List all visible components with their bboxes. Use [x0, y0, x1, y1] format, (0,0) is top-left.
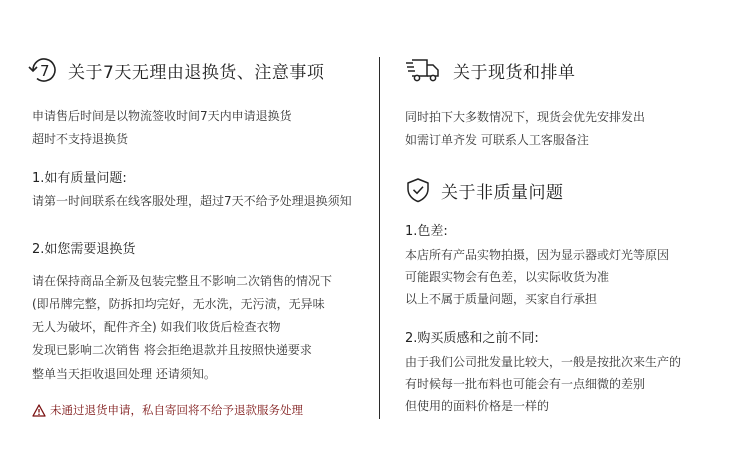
intro-line-2: 超时不支持退换货 [32, 132, 129, 146]
color-diff-line-1: 本店所有产品实物拍摄，因为显示器或灯光等原因 [405, 248, 670, 262]
warning-text: 未通过退货申请，私自寄回将不给予退款服务处理 [50, 403, 303, 417]
stock-line-1: 同时拍下大多数情况下，现货会优先安排发出 [405, 110, 646, 124]
warning-icon [32, 404, 46, 417]
texture-diff-line-3: 但使用的面料价格是一样的 [405, 399, 550, 413]
return-line-5: 整单当天拒收退回处理 还请须知。 [32, 367, 216, 381]
column-divider [379, 57, 380, 419]
stock-line-2: 如需订单齐发 可联系人工客服备注 [405, 133, 589, 147]
left-title: 关于7天无理由退换货、注意事项 [68, 62, 325, 83]
return-line-1: 请在保持商品全新及包装完整且不影响二次销售的情况下 [32, 274, 333, 288]
return-line-2: (即吊牌完整，防拆扣均完好，无水洗，无污渍，无异味 [32, 297, 325, 311]
right-title: 关于现货和排单 [453, 62, 576, 83]
return-line-4: 发现已影响二次销售 将会拒绝退款并且按照快递要求 [32, 343, 312, 357]
color-diff-line-3: 以上不属于质量问题，买家自行承担 [405, 292, 598, 306]
intro-line-1: 申请售后时间是以物流签收时间7天内申请退换货 [32, 109, 292, 123]
texture-diff-line-2: 有时候每一批布料也可能会有一点细微的差别 [405, 377, 646, 391]
texture-diff-line-1: 由于我们公司批发量比较大，一般是按批次来生产的 [405, 355, 682, 369]
delivery-truck-icon [405, 57, 441, 83]
seven-day-return-icon [28, 56, 60, 84]
svg-text:7: 7 [40, 62, 50, 80]
non-quality-title: 关于非质量问题 [441, 182, 564, 203]
texture-diff-title: 2.购买质感和之前不同: [405, 331, 539, 346]
quality-issue-title: 1.如有质量问题: [32, 171, 127, 186]
color-diff-line-2: 可能跟实物会有色差，以实际收货为准 [405, 270, 610, 284]
return-title: 2.如您需要退换货 [32, 242, 136, 257]
shield-check-icon [405, 177, 431, 203]
left-heading [28, 56, 324, 84]
warning-note [32, 402, 303, 418]
quality-issue-text: 请第一时间联系在线客服处理，超过7天不给予处理退换须知 [32, 194, 352, 208]
color-diff-title: 1.色差: [405, 224, 448, 239]
right-heading [405, 57, 576, 83]
return-line-3: 无人为破坏，配件齐全) 如我们收货后检查衣物 [32, 320, 281, 334]
non-quality-heading [405, 177, 564, 203]
